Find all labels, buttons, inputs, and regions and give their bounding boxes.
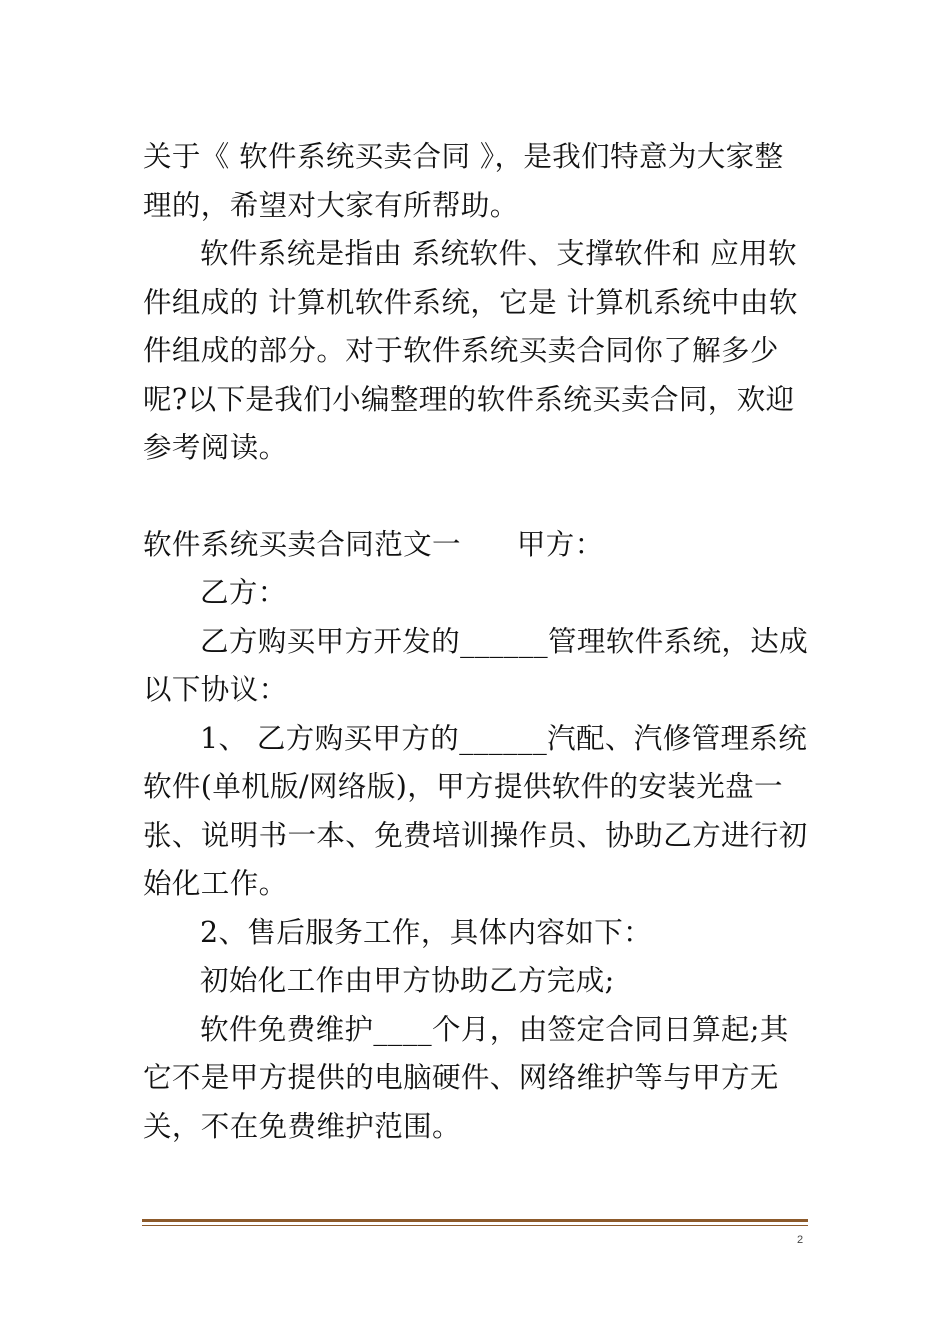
- page-number: 2: [797, 1234, 804, 1246]
- section-heading: 软件系统买卖合同范文一: [143, 527, 461, 561]
- section-heading-line: [143, 521, 811, 570]
- clause-2-item-1: 初始化工作由甲方协助乙方完成;: [200, 964, 615, 997]
- intro-paragraph-1: 关于《 软件系统买卖合同 》，是我们特意为大家整理的，希望对大家有所帮助。: [143, 140, 784, 222]
- paragraph-spacer: [143, 473, 811, 521]
- party-b-label: 乙方：: [200, 576, 287, 609]
- footer-divider: [142, 1219, 808, 1222]
- clause-agreement: 乙方购买甲方开发的______管理软件系统，达成以下协议：: [143, 624, 809, 706]
- document-body: [143, 133, 811, 1151]
- clause-2: 2、售后服务工作，具体内容如下：: [200, 915, 653, 949]
- footer-divider-thin: [142, 1225, 808, 1226]
- clause-1: 1、 乙方购买甲方的______汽配、汽修管理系统软件(单机版/网络版)，甲方提供软件的安装光盘一张、说明书一本、免费培训操作员、协助乙方进行初始化工作。: [143, 721, 808, 900]
- party-a-label: 甲方：: [516, 527, 604, 561]
- intro-paragraph-2: 软件系统是指由 系统软件、支撑软件和 应用软件组成的 计算机软件系统，它是 计算机系统中由软件组成的部分。对于软件系统买卖合同你了解多少呢?以下是我们小编整理的软件系统买卖合同，欢迎参考阅读。: [143, 237, 798, 464]
- clause-2-item-2: 软件免费维护____个月，由签定合同日算起;其它不是甲方提供的电脑硬件、网络维护等与甲方无关，不在免费维护范围。: [143, 1012, 789, 1143]
